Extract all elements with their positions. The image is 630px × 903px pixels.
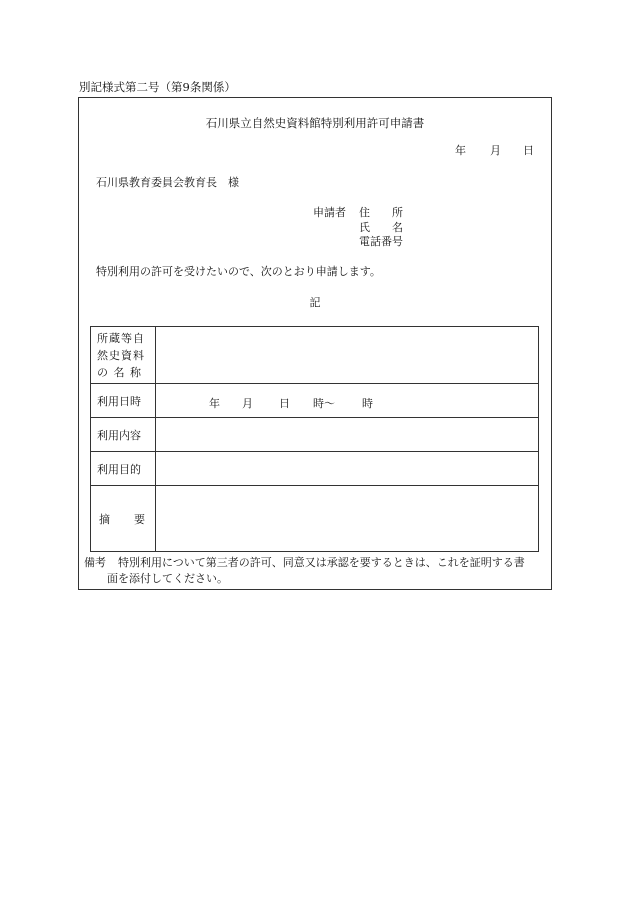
row-label-usage-datetime: 利用日時 (91, 384, 156, 418)
summary-field[interactable] (156, 486, 539, 552)
row-label-collection-name (91, 327, 156, 384)
table-row (91, 327, 539, 384)
form-number-label: 別記様式第二号（第9条関係） (79, 80, 236, 94)
row-label-usage-purpose: 利用目的 (91, 452, 156, 486)
applicant-address-label: 住 所 (359, 206, 403, 219)
table-row (91, 452, 539, 486)
remarks-text-line2: 面を添付してください。 (107, 572, 228, 585)
usage-hour-to-label: 時 (362, 396, 373, 410)
row-label-usage-content: 利用内容 (91, 418, 156, 452)
table-row (91, 486, 539, 552)
row-label-summary (91, 486, 156, 552)
usage-month-label: 月 (242, 396, 253, 410)
applicant-phone-label: 電話番号 (359, 235, 403, 248)
usage-datetime-field[interactable] (156, 384, 539, 418)
usage-year-label: 年 (209, 396, 220, 410)
details-table (90, 326, 539, 552)
applicant-label: 申請者 (313, 206, 346, 219)
summary-label-right: 要 (134, 512, 145, 526)
row-label-line: 所蔵等自 (97, 331, 145, 345)
date-year-label: 年 (455, 144, 466, 157)
summary-label-left: 摘 (99, 512, 110, 526)
date-month-label: 月 (490, 144, 501, 157)
ki-heading: 記 (309, 296, 321, 309)
remarks-heading: 備考 (84, 556, 106, 569)
remarks-text-line1: 特別利用について第三者の許可、同意又は承認を要するときは、これを証明する書 (118, 556, 525, 569)
date-day-label: 日 (523, 144, 534, 157)
row-label-line: 然史資料 (97, 348, 145, 362)
collection-name-field[interactable] (156, 327, 539, 384)
usage-purpose-field[interactable] (156, 452, 539, 486)
applicant-name-label: 氏 名 (359, 221, 403, 234)
row-label-line: の 名 称 (97, 365, 142, 379)
addressee: 石川県教育委員会教育長 様 (96, 176, 239, 189)
request-sentence: 特別利用の許可を受けたいので、次のとおり申請します。 (96, 265, 381, 278)
usage-day-label: 日 (279, 396, 290, 410)
document-title: 石川県立自然史資料館特別利用許可申請書 (205, 116, 425, 130)
table-row (91, 384, 539, 418)
usage-hour-from-label: 時〜 (313, 396, 335, 410)
table-row (91, 418, 539, 452)
usage-content-field[interactable] (156, 418, 539, 452)
